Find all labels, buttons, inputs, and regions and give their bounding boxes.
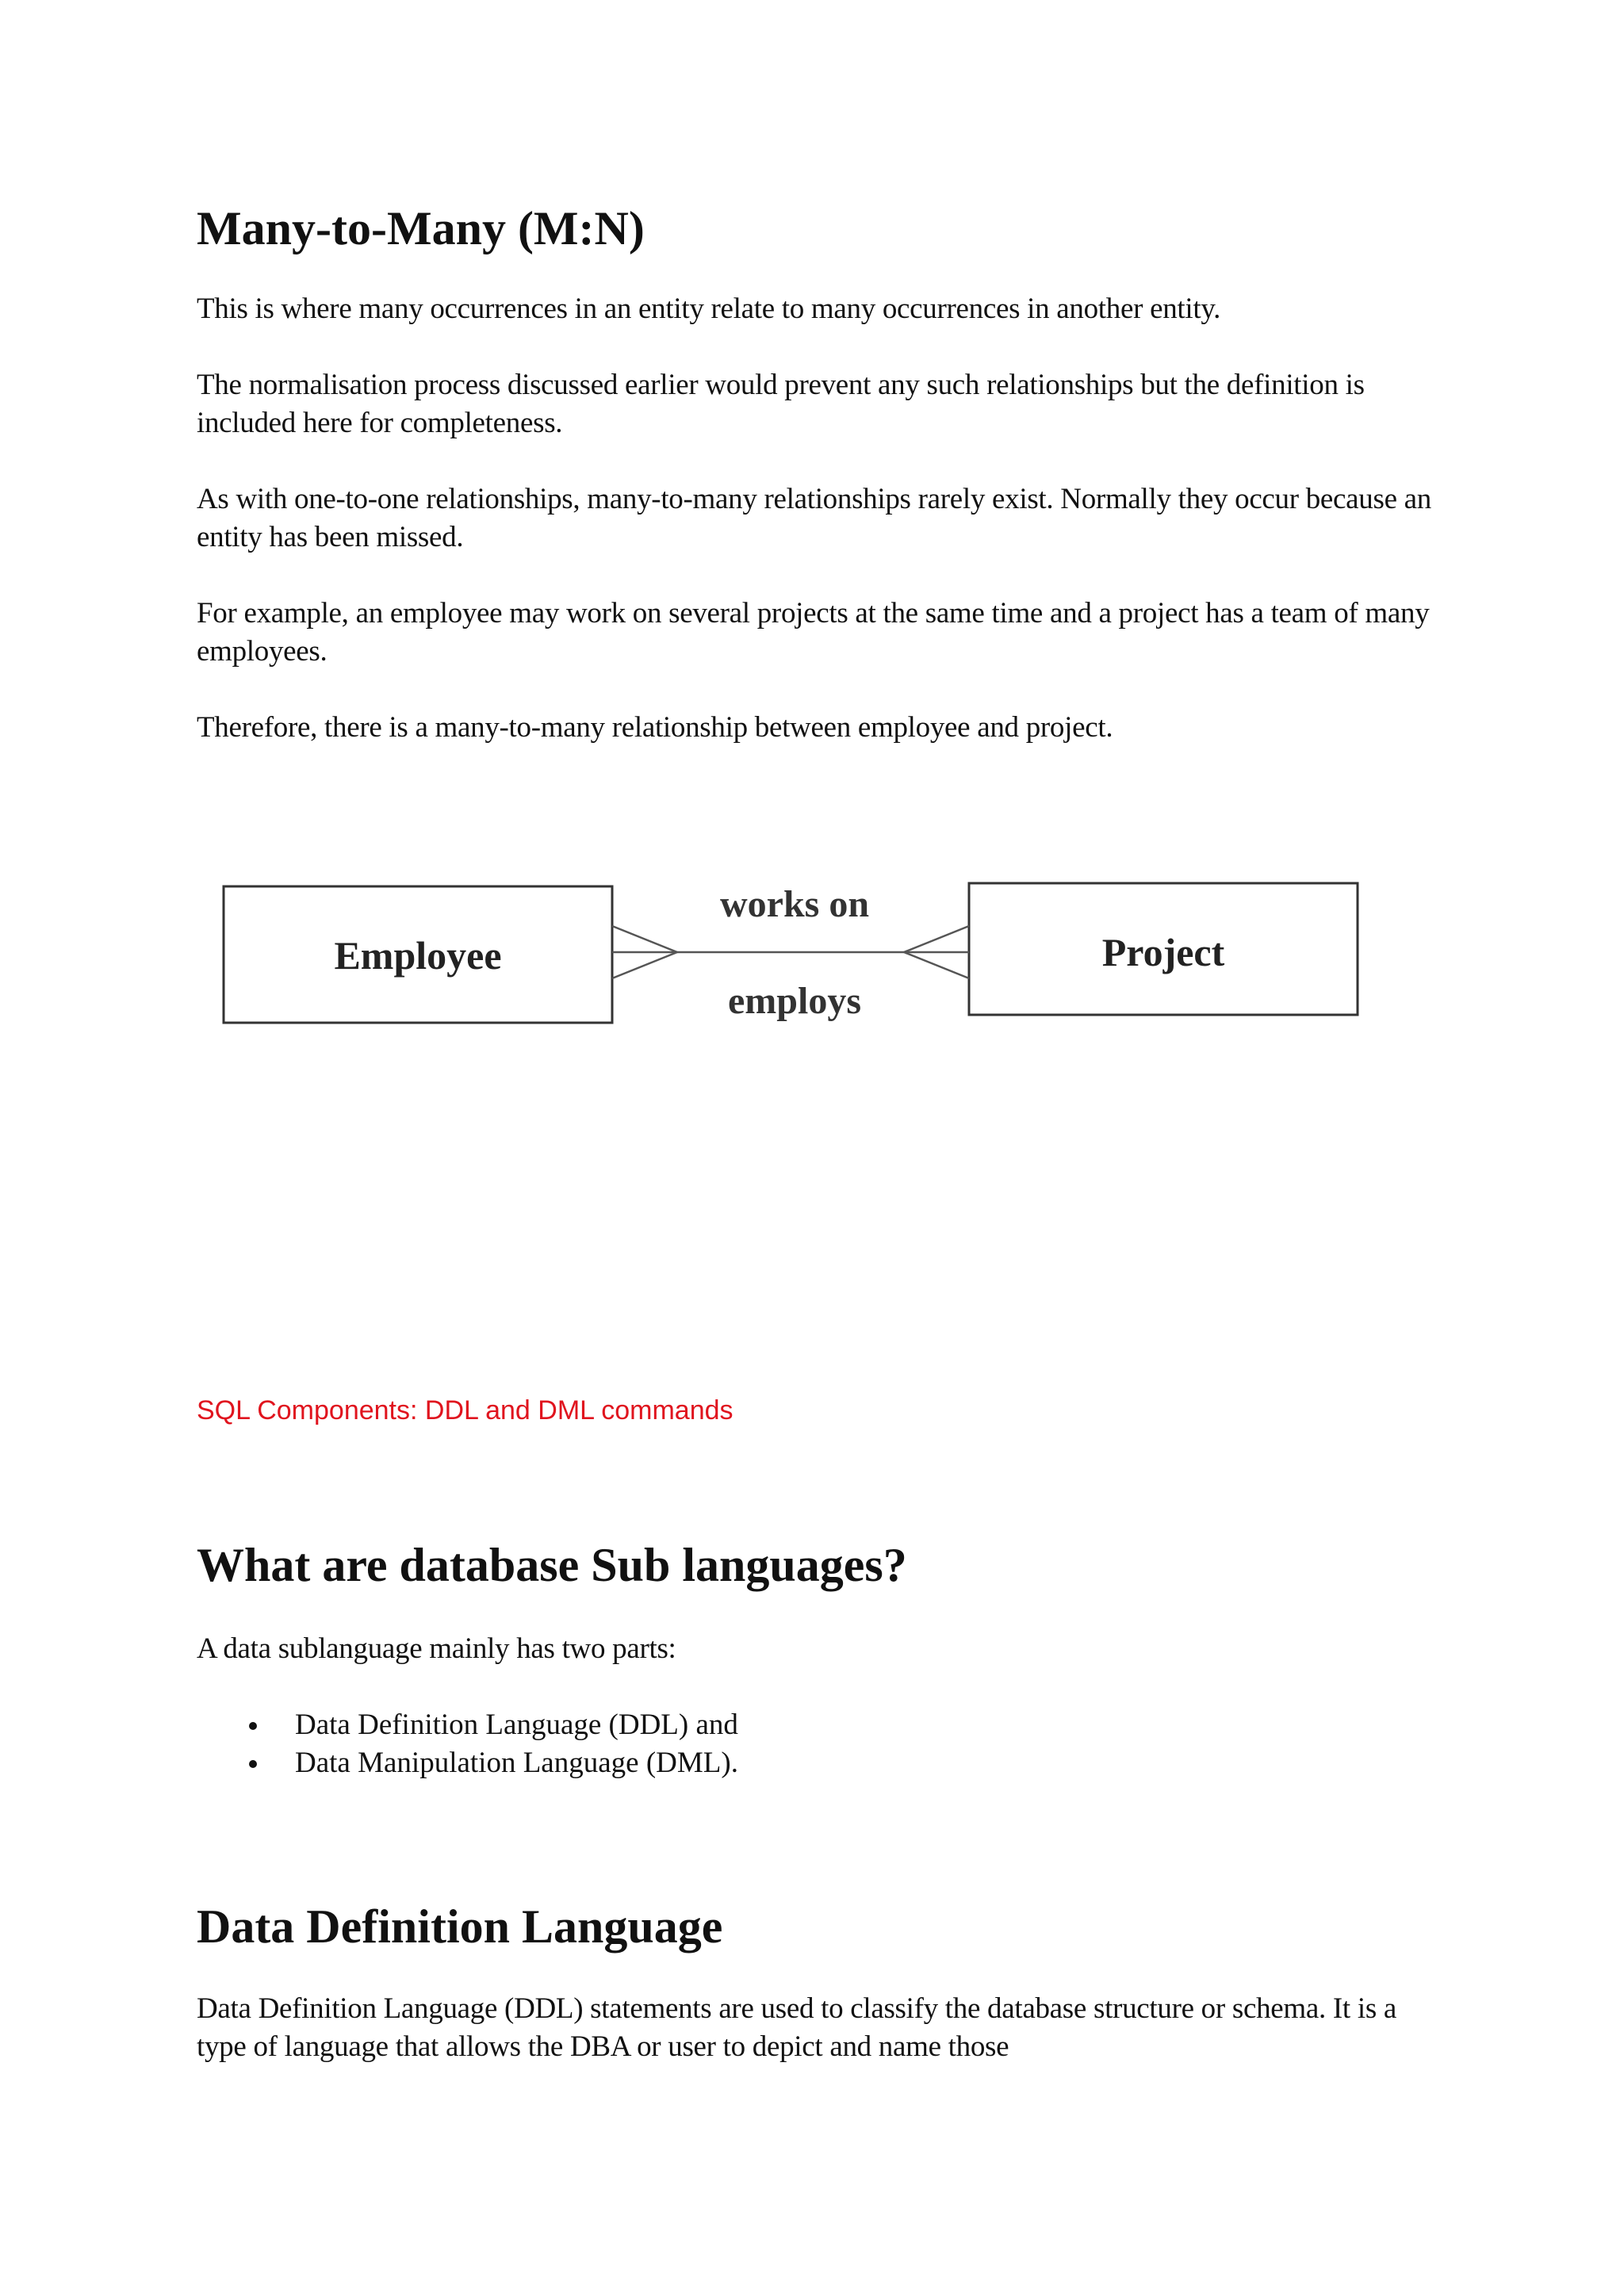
heading-many-to-many: Many-to-Many (M:N) [197,202,645,254]
employee-entity-label: Employee [334,933,502,978]
heading-ddl: Data Definition Language [197,1900,723,1953]
paragraph-sublanguage-intro: A data sublanguage mainly has two parts: [197,1632,676,1665]
list-item: Data Manipulation Language (DML). [197,1744,738,1782]
paragraph-normalisation: The normalisation process discussed earlier would prevent any such relationships but the definition is included here for completeness. [197,369,1365,439]
paragraph-therefore: Therefore, there is a many-to-many relationship between employee and project. [197,711,1113,744]
relationship-label-employs: employs [728,980,861,1022]
relationship-label-works-on: works on [719,883,870,925]
bullet-icon [249,1760,257,1768]
paragraph-definition: This is where many occurrences in an entity relate to many occurrences in another entity. [197,293,1221,325]
crows-foot-left-upper [612,926,677,952]
project-entity-label: Project [1101,930,1225,974]
paragraph-ddl-definition: Data Definition Language (DDL) statements are used to classify the database structure or schema. It is a type of language that allows the DBA or user to depict and name those [197,1992,1396,2063]
list-item: Data Definition Language (DDL) and [197,1706,738,1744]
crows-foot-left-lower [612,952,677,978]
crows-foot-right-lower [904,952,969,978]
er-diagram [216,871,1373,1037]
bullet-icon [249,1722,257,1730]
crows-foot-right-upper [904,926,969,952]
sublanguage-list [197,1706,738,1782]
paragraph-rarely-exist: As with one-to-one relationships, many-to-many relationships rarely exist. Normally they occur because an entity has been missed. [197,483,1431,553]
paragraph-example: For example, an employee may work on several projects at the same time and a project has a team of many employees. [197,597,1430,668]
sql-components-heading: SQL Components: DDL and DML commands [197,1395,733,1425]
heading-sub-languages: What are database Sub languages? [197,1539,907,1591]
